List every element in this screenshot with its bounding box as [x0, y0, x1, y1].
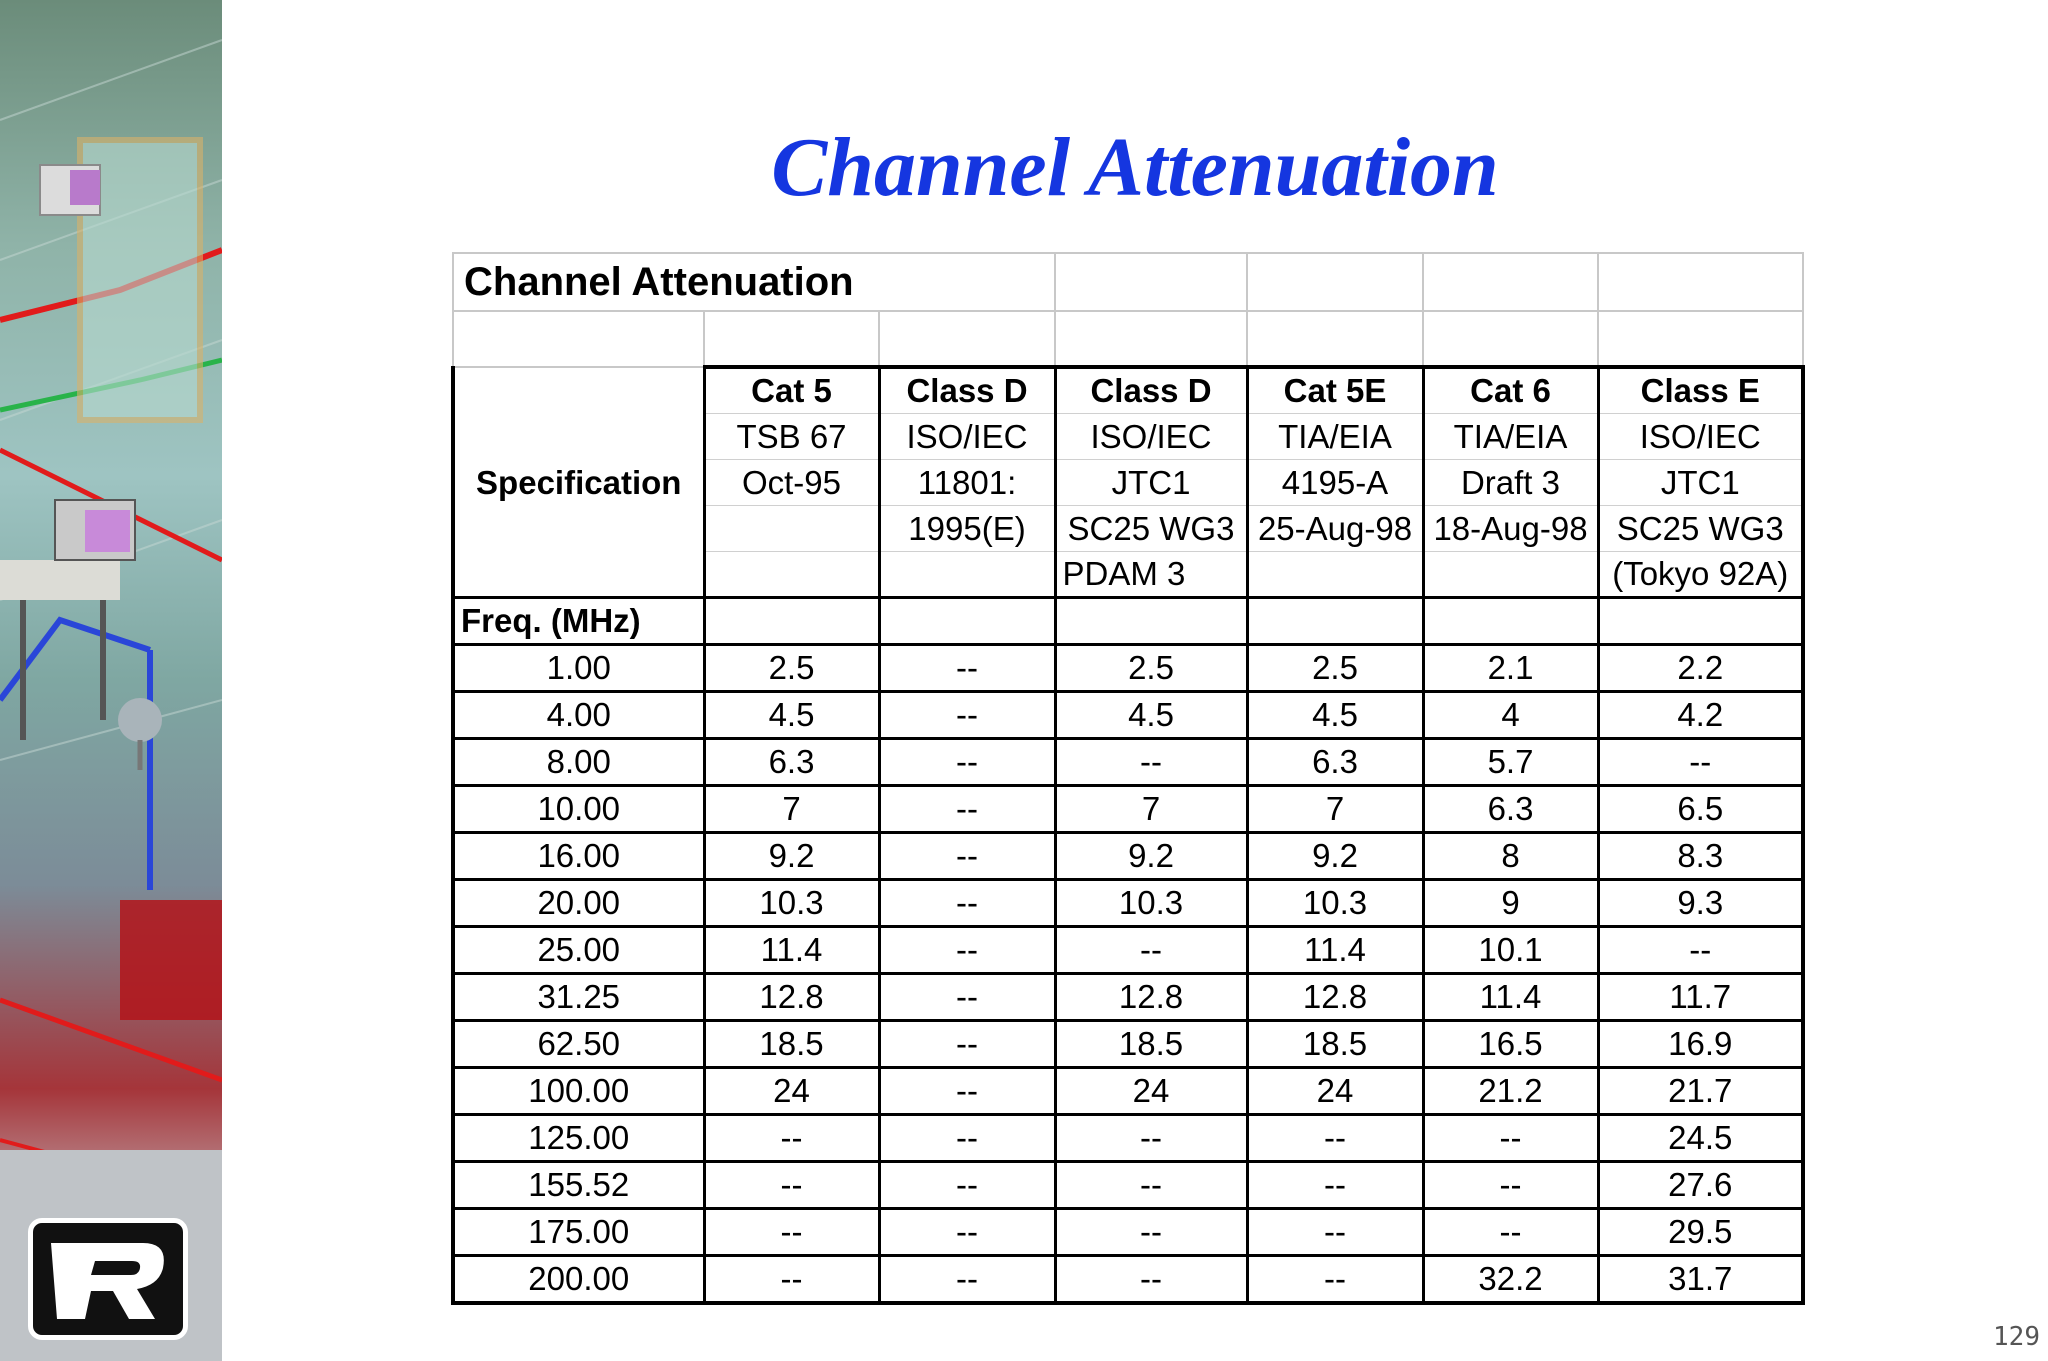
value-cell: 10.3	[704, 880, 879, 927]
value-cell: --	[704, 1115, 879, 1162]
spec-cell: (Tokyo 92A)	[1598, 552, 1803, 598]
value-cell: --	[879, 974, 1055, 1021]
spec-cell: Draft 3	[1423, 460, 1598, 506]
value-cell: 12.8	[704, 974, 879, 1021]
value-cell: --	[1598, 739, 1803, 786]
slide-title: Channel Attenuation	[771, 121, 1499, 214]
value-cell: 10.3	[1247, 880, 1423, 927]
value-cell: 32.2	[1423, 1256, 1598, 1304]
spec-cell: ISO/IEC	[1055, 414, 1247, 460]
table-caption: Channel Attenuation	[453, 253, 1055, 311]
freq-cell: 62.50	[453, 1021, 704, 1068]
spec-cell: ISO/IEC	[1598, 414, 1803, 460]
freq-cell: 100.00	[453, 1068, 704, 1115]
spec-row	[453, 460, 1803, 506]
value-cell: --	[879, 1115, 1055, 1162]
spec-cell: 25-Aug-98	[1247, 506, 1423, 552]
freq-cell: 20.00	[453, 880, 704, 927]
column-header: Cat 6	[1423, 367, 1598, 414]
spec-row	[453, 414, 1803, 460]
value-cell: 9.2	[1055, 833, 1247, 880]
freq-cell: 175.00	[453, 1209, 704, 1256]
freq-cell: 10.00	[453, 786, 704, 833]
value-cell: 7	[1055, 786, 1247, 833]
value-cell: --	[879, 692, 1055, 739]
table-row	[453, 1209, 1803, 1256]
table-row	[453, 1115, 1803, 1162]
value-cell: 8	[1423, 833, 1598, 880]
freq-label-row	[453, 598, 1803, 645]
table-row	[453, 927, 1803, 974]
value-cell: 4.5	[1247, 692, 1423, 739]
value-cell: --	[1055, 1115, 1247, 1162]
value-cell: --	[879, 927, 1055, 974]
r-logo-icon	[28, 1218, 188, 1340]
value-cell: --	[1055, 1162, 1247, 1209]
table-row	[453, 880, 1803, 927]
value-cell: --	[1598, 927, 1803, 974]
value-cell: --	[879, 1256, 1055, 1304]
value-cell: 11.4	[1247, 927, 1423, 974]
freq-cell: 16.00	[453, 833, 704, 880]
spec-cell: Oct-95	[704, 460, 879, 506]
value-cell: 9.2	[1247, 833, 1423, 880]
value-cell: --	[1423, 1162, 1598, 1209]
page-number: 129	[1993, 1322, 2040, 1352]
value-cell: --	[1055, 739, 1247, 786]
value-cell: 16.5	[1423, 1021, 1598, 1068]
value-cell: 11.4	[704, 927, 879, 974]
value-cell: 7	[1247, 786, 1423, 833]
value-cell: 29.5	[1598, 1209, 1803, 1256]
spec-cell: TIA/EIA	[1423, 414, 1598, 460]
table-row	[453, 833, 1803, 880]
value-cell: 2.5	[1055, 645, 1247, 692]
column-header: Cat 5E	[1247, 367, 1423, 414]
value-cell: 21.7	[1598, 1068, 1803, 1115]
sidebar-illustration	[0, 0, 222, 1361]
table-row	[453, 974, 1803, 1021]
value-cell: 6.3	[1247, 739, 1423, 786]
value-cell: --	[879, 1021, 1055, 1068]
value-cell: 9	[1423, 880, 1598, 927]
value-cell: 10.3	[1055, 880, 1247, 927]
value-cell: --	[879, 1162, 1055, 1209]
value-cell: 2.5	[1247, 645, 1423, 692]
table-row	[453, 786, 1803, 833]
value-cell: --	[1423, 1209, 1598, 1256]
value-cell: 2.2	[1598, 645, 1803, 692]
value-cell: --	[704, 1162, 879, 1209]
spec-cell: PDAM 3	[1055, 552, 1247, 598]
attenuation-table	[451, 252, 1805, 1305]
specification-label: Specification	[453, 460, 704, 506]
value-cell: 6.3	[1423, 786, 1598, 833]
value-cell: 4.5	[704, 692, 879, 739]
spec-cell: 11801:	[879, 460, 1055, 506]
value-cell: --	[1247, 1256, 1423, 1304]
value-cell: --	[704, 1209, 879, 1256]
value-cell: 12.8	[1055, 974, 1247, 1021]
freq-cell: 31.25	[453, 974, 704, 1021]
column-header-row	[453, 367, 1803, 414]
value-cell: 4.2	[1598, 692, 1803, 739]
table-row	[453, 1021, 1803, 1068]
value-cell: 4.5	[1055, 692, 1247, 739]
freq-cell: 155.52	[453, 1162, 704, 1209]
value-cell: 18.5	[1055, 1021, 1247, 1068]
value-cell: 10.1	[1423, 927, 1598, 974]
value-cell: 31.7	[1598, 1256, 1803, 1304]
table-row	[453, 1162, 1803, 1209]
table-row	[453, 1256, 1803, 1304]
freq-label: Freq. (MHz)	[453, 598, 704, 645]
value-cell: --	[1423, 1115, 1598, 1162]
column-header: Class D	[1055, 367, 1247, 414]
freq-cell: 1.00	[453, 645, 704, 692]
value-cell: 21.2	[1423, 1068, 1598, 1115]
freq-cell: 200.00	[453, 1256, 704, 1304]
value-cell: --	[1247, 1162, 1423, 1209]
spec-cell	[1247, 552, 1423, 598]
table-row	[453, 739, 1803, 786]
spec-cell	[879, 552, 1055, 598]
value-cell: 24	[704, 1068, 879, 1115]
spec-cell: JTC1	[1598, 460, 1803, 506]
value-cell: --	[879, 1209, 1055, 1256]
value-cell: 8.3	[1598, 833, 1803, 880]
spec-row	[453, 506, 1803, 552]
column-header: Cat 5	[704, 367, 879, 414]
value-cell: 24.5	[1598, 1115, 1803, 1162]
spec-cell: TIA/EIA	[1247, 414, 1423, 460]
value-cell: --	[1055, 1209, 1247, 1256]
value-cell: 16.9	[1598, 1021, 1803, 1068]
value-cell: 2.5	[704, 645, 879, 692]
spec-cell: TSB 67	[704, 414, 879, 460]
value-cell: 24	[1055, 1068, 1247, 1115]
spec-cell: ISO/IEC	[879, 414, 1055, 460]
value-cell: 11.4	[1423, 974, 1598, 1021]
value-cell: 12.8	[1247, 974, 1423, 1021]
value-cell: --	[704, 1256, 879, 1304]
value-cell: --	[1247, 1115, 1423, 1162]
value-cell: 9.2	[704, 833, 879, 880]
value-cell: 11.7	[1598, 974, 1803, 1021]
table-row	[453, 1068, 1803, 1115]
spec-cell: 18-Aug-98	[1423, 506, 1598, 552]
table-row	[453, 645, 1803, 692]
column-header: Class E	[1598, 367, 1803, 414]
spec-cell: SC25 WG3	[1055, 506, 1247, 552]
value-cell: 7	[704, 786, 879, 833]
value-cell: --	[1055, 1256, 1247, 1304]
table-caption-row	[453, 253, 1803, 311]
value-cell: 5.7	[1423, 739, 1598, 786]
spacer-row	[453, 311, 1803, 367]
freq-cell: 8.00	[453, 739, 704, 786]
value-cell: 6.5	[1598, 786, 1803, 833]
value-cell: --	[879, 833, 1055, 880]
spec-cell: 1995(E)	[879, 506, 1055, 552]
value-cell: 24	[1247, 1068, 1423, 1115]
value-cell: --	[879, 786, 1055, 833]
value-cell: --	[879, 739, 1055, 786]
spec-row	[453, 552, 1803, 598]
value-cell: --	[879, 1068, 1055, 1115]
freq-cell: 25.00	[453, 927, 704, 974]
value-cell: --	[1055, 927, 1247, 974]
value-cell: 9.3	[1598, 880, 1803, 927]
spec-cell	[704, 552, 879, 598]
spec-cell	[1423, 552, 1598, 598]
spec-cell: JTC1	[1055, 460, 1247, 506]
spec-cell: SC25 WG3	[1598, 506, 1803, 552]
column-header: Class D	[879, 367, 1055, 414]
value-cell: --	[879, 880, 1055, 927]
value-cell: --	[879, 645, 1055, 692]
table-row	[453, 692, 1803, 739]
value-cell: --	[1247, 1209, 1423, 1256]
value-cell: 18.5	[1247, 1021, 1423, 1068]
spec-cell: 4195-A	[1247, 460, 1423, 506]
value-cell: 27.6	[1598, 1162, 1803, 1209]
freq-cell: 125.00	[453, 1115, 704, 1162]
value-cell: 18.5	[704, 1021, 879, 1068]
freq-cell: 4.00	[453, 692, 704, 739]
office-cabling-illustration	[0, 0, 222, 1361]
value-cell: 6.3	[704, 739, 879, 786]
spec-cell	[704, 506, 879, 552]
value-cell: 2.1	[1423, 645, 1598, 692]
value-cell: 4	[1423, 692, 1598, 739]
